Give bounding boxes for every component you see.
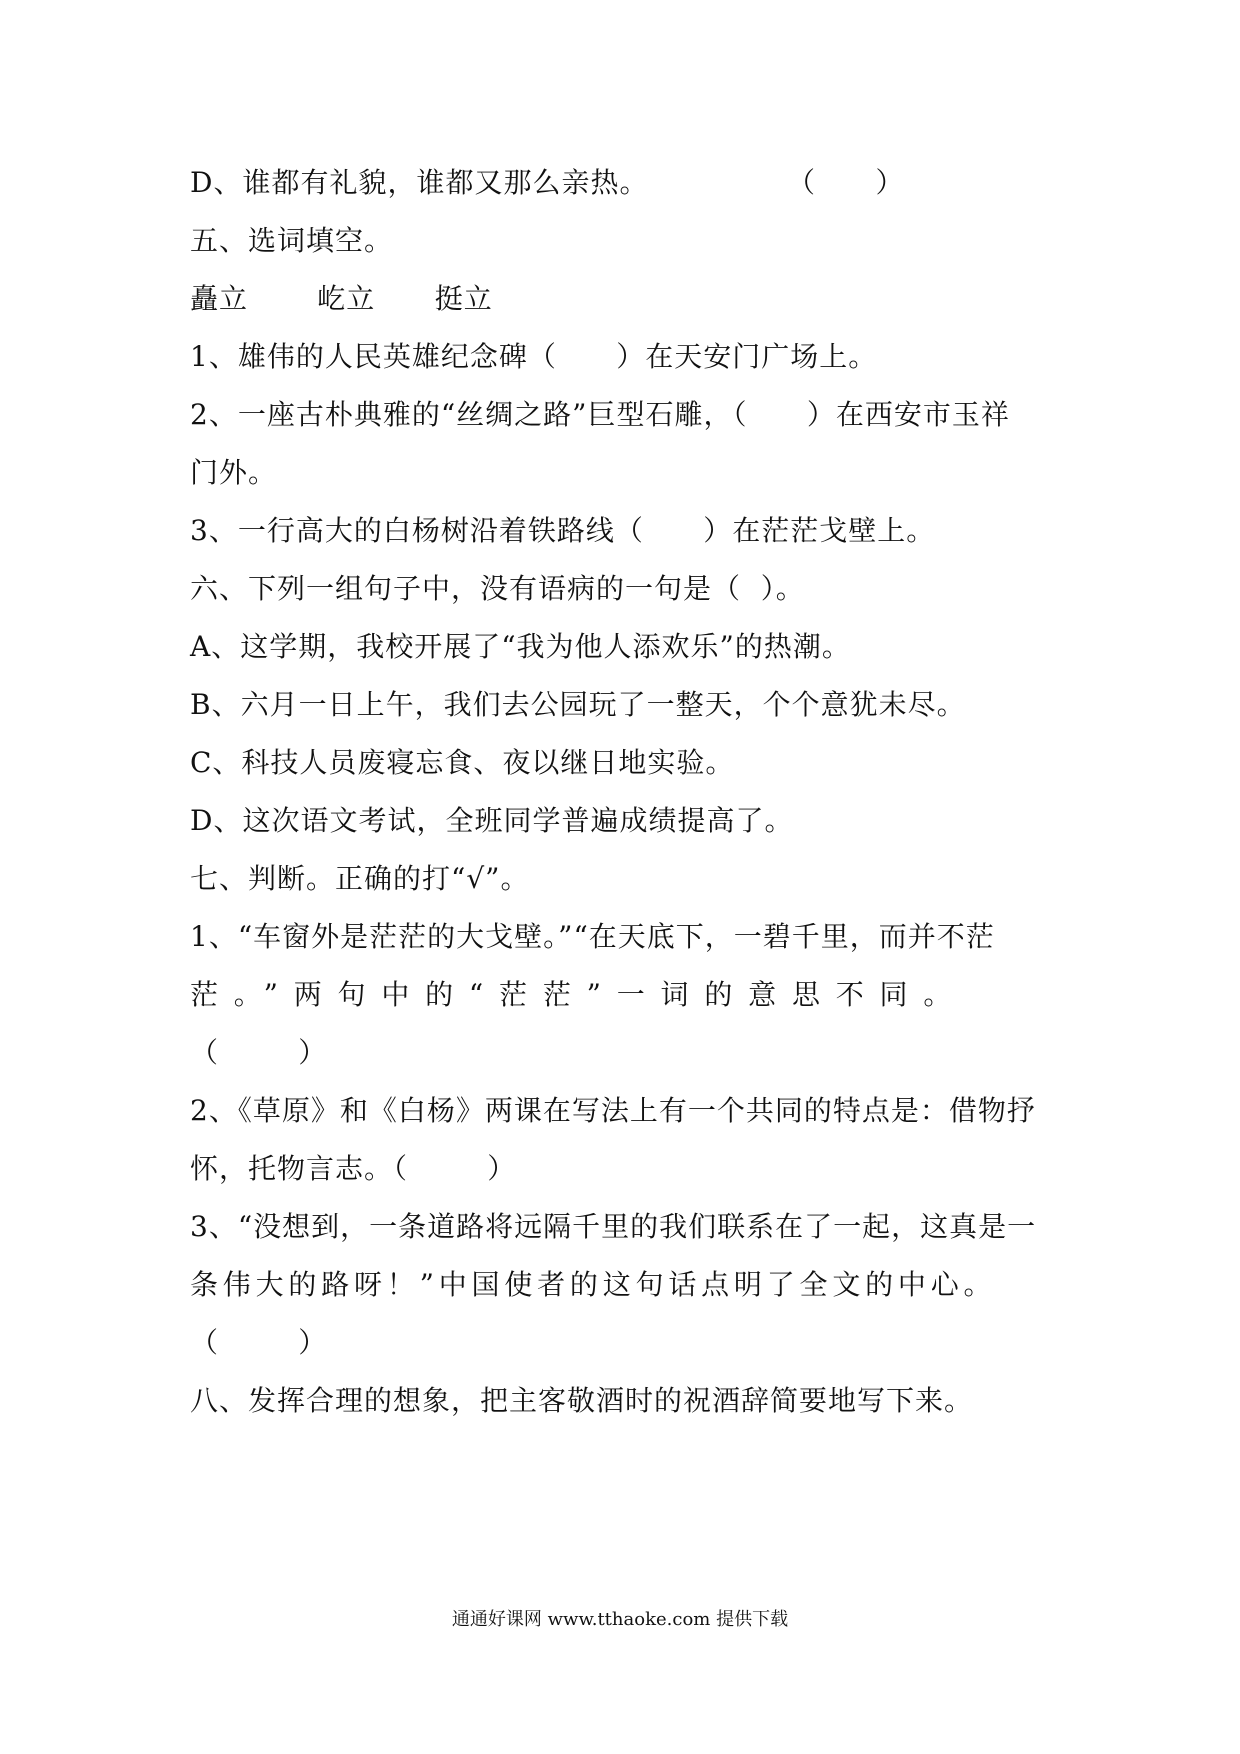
judge-item-2: 2、《草原》和《白杨》两课在写法上有一个共同的特点是：借物抒 [190, 1094, 1036, 1127]
section-6-option-b: B、六月一日上午，我们去公园玩了一整天，个个意犹未尽。 [190, 688, 966, 721]
fill-blank-2-continued: 门外。 [190, 456, 278, 489]
judge-item-2-continued: 怀，托物言志。（ ） [190, 1152, 517, 1185]
question-4-option-d: D、谁都有礼貌，谁都又那么亲热。 （ ） [190, 166, 905, 199]
judge-item-3-answer-blank: （ ） [190, 1326, 328, 1359]
section-8-heading: 八、发挥合理的想象，把主客敬酒时的祝酒辞简要地写下来。 [190, 1384, 974, 1417]
section-6-heading: 六、下列一组句子中，没有语病的一句是（ ）。 [190, 572, 805, 605]
judge-item-1-answer-blank: （ ） [190, 1036, 328, 1069]
fill-blank-2: 2、一座古朴典雅的“丝绸之路”巨型石雕，（ ）在西安市玉祥 [190, 398, 1010, 431]
judge-item-3-continued: 条伟大的路呀！”中国使者的这句话点明了全文的中心。 [190, 1268, 997, 1301]
judge-item-3: 3、“没想到，一条道路将远隔千里的我们联系在了一起，这真是一 [190, 1210, 1037, 1243]
judge-item-1: 1、“车窗外是茫茫的大戈壁。”“在天底下，一碧千里，而并不茫 [190, 920, 995, 953]
word-choices: 矗立 屹立 挺立 [190, 282, 493, 315]
section-5-heading: 五、选词填空。 [190, 224, 394, 257]
fill-blank-1: 1、雄伟的人民英雄纪念碑（ ）在天安门广场上。 [190, 340, 878, 373]
fill-blank-3: 3、一行高大的白杨树沿着铁路线（ ）在茫茫戈壁上。 [190, 514, 936, 547]
section-6-option-d: D、这次语文考试，全班同学普遍成绩提高了。 [190, 804, 794, 837]
page-footer: 通通好课网 www.tthaoke.com 提供下载 [451, 1609, 789, 1630]
section-6-option-a: A、这学期，我校开展了“我为他人添欢乐”的热潮。 [190, 630, 851, 663]
section-6-option-c: C、科技人员废寝忘食、夜以继日地实验。 [190, 746, 735, 779]
section-7-heading: 七、判断。正确的打“√”。 [190, 862, 530, 895]
judge-item-1-continued: 茫。”两句中的“茫茫”一词的意思不同。 [190, 978, 968, 1011]
